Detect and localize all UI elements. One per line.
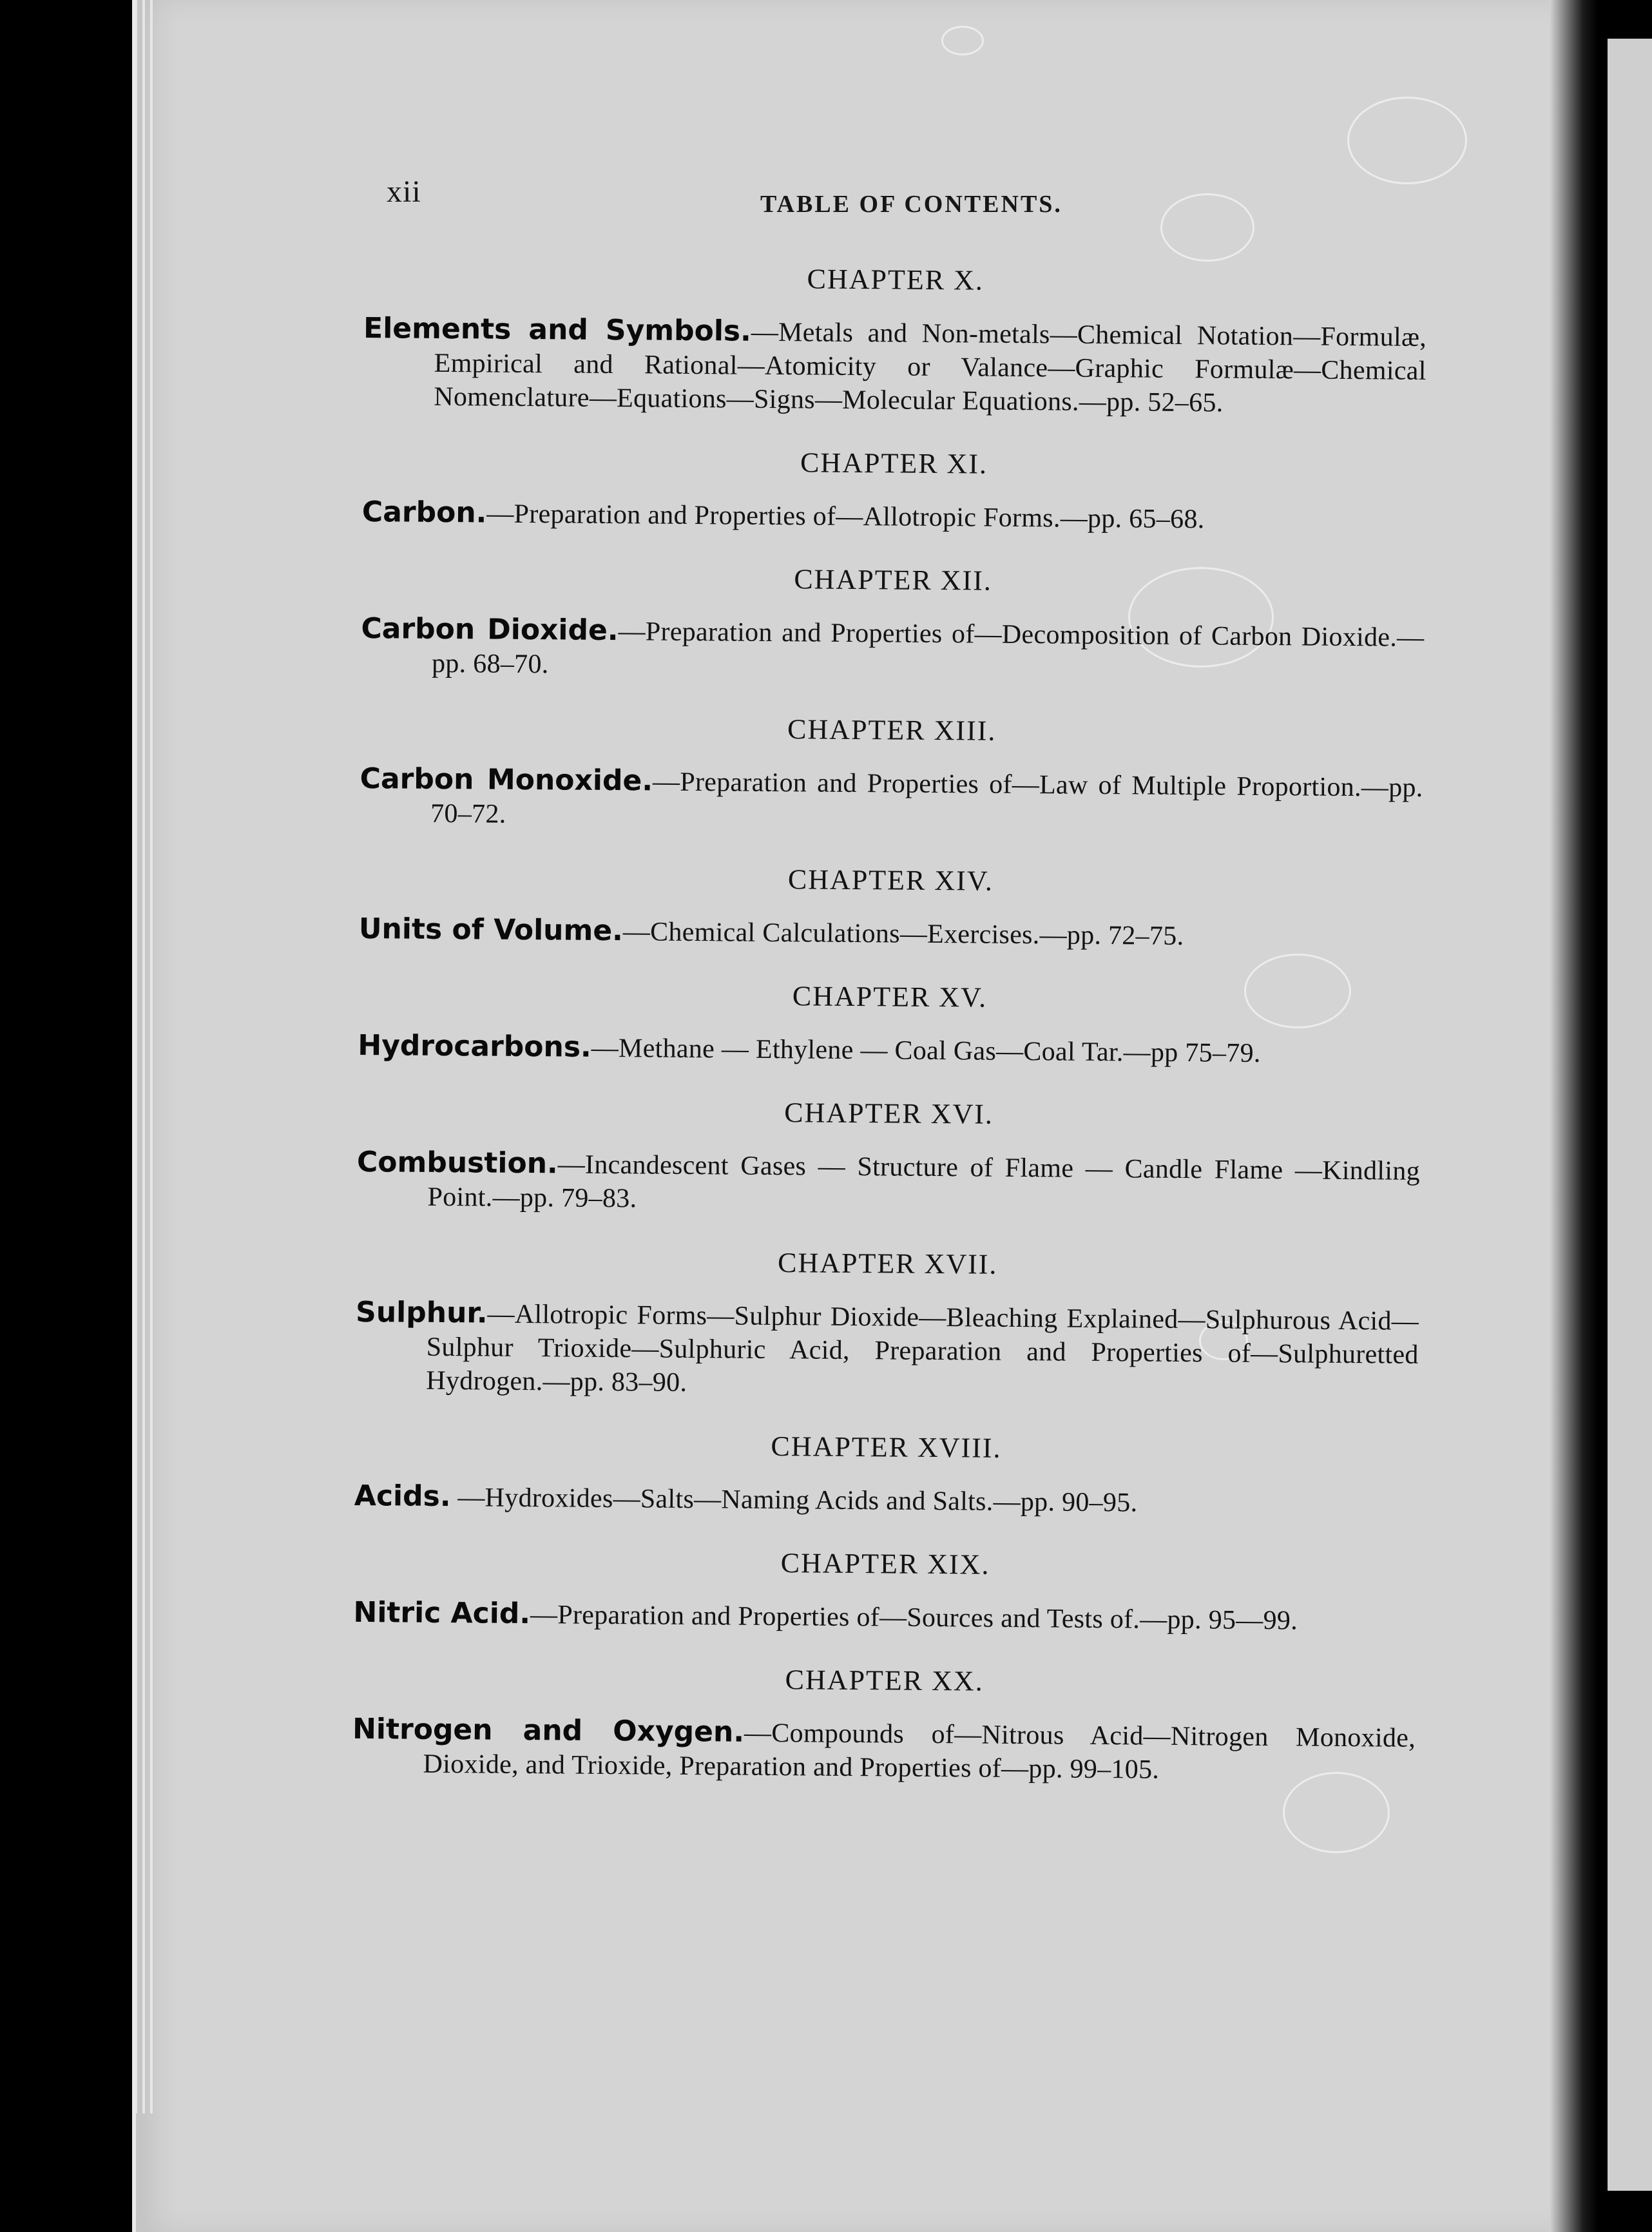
chapter-entry — [353, 1542, 1417, 1639]
chapter-summary — [361, 612, 1425, 688]
chapter-title: Nitric Acid. — [353, 1595, 531, 1631]
page-edge-line — [142, 0, 145, 2113]
chapter-summary — [363, 312, 1426, 421]
chapter-entry — [356, 1092, 1420, 1222]
chapter-summary — [359, 912, 1422, 955]
chapter-heading: CHAPTER XII. — [794, 563, 993, 597]
chapter-description: —Compounds of—Nitrous Acid—Nitrogen Monoxide, Dioxide, and Trioxide, Preparation and Properties of—pp. 99–105. — [423, 1718, 1416, 1785]
chapter-description: —Allotropic Forms—Sulphur Dioxide—Bleaching Explained—Sulphurous Acid—Sulphur Trioxide—Sulphuric Acid, Preparation and Properties of—Sulphuretted Hydrogen.—pp. 83–90. — [426, 1299, 1419, 1398]
scan-speck — [941, 26, 984, 55]
chapter-summary — [360, 762, 1423, 838]
chapter-title: Elements and Symbols. — [363, 311, 752, 348]
chapter-summary — [353, 1596, 1416, 1639]
chapter-summary — [352, 1713, 1416, 1789]
chapter-title: Nitrogen and Oxygen. — [352, 1712, 745, 1749]
chapter-summary — [355, 1296, 1419, 1405]
chapter-entry — [363, 258, 1427, 421]
chapter-summary — [356, 1146, 1420, 1222]
chapter-description: —Methane — Ethylene — Coal Gas—Coal Tar.—pp 75–79. — [591, 1033, 1261, 1068]
book-gutter-shadow — [1550, 0, 1598, 2232]
chapter-summary — [354, 1479, 1417, 1522]
page-edge-line — [135, 0, 137, 2113]
facing-page-edge — [1608, 39, 1652, 2191]
chapter-heading: CHAPTER XVI. — [784, 1097, 994, 1130]
chapter-entry — [354, 1425, 1418, 1522]
chapter-heading: CHAPTER XV. — [792, 980, 988, 1014]
chapter-heading: CHAPTER XVIII. — [771, 1430, 1002, 1464]
chapter-description: —Hydroxides—Salts—Naming Acids and Salts.—pp. 90–95. — [450, 1483, 1138, 1518]
chapter-title: Acids. — [354, 1479, 451, 1514]
page-header — [0, 174, 1652, 226]
chapter-title: Carbon Dioxide. — [361, 611, 619, 648]
page-number: xii — [387, 175, 421, 209]
chapter-entry — [358, 975, 1421, 1072]
scan-speck — [1347, 97, 1467, 184]
chapter-title: Carbon Monoxide. — [360, 762, 653, 798]
chapter-description: —Incandescent Gases — Structure of Flame — Candle Flame —Kindling Point.—pp. 79–83. — [427, 1150, 1421, 1214]
chapter-description: —Preparation and Properties of—Law of Multiple Proportion.—pp. 70–72. — [430, 767, 1423, 829]
chapter-heading: CHAPTER XX. — [785, 1664, 984, 1697]
chapter-entry — [361, 558, 1425, 688]
chapter-title: Units of Volume. — [358, 912, 624, 948]
running-title: TABLE OF CONTENTS. — [760, 191, 1062, 218]
chapter-entry — [360, 708, 1423, 838]
chapter-description: —Chemical Calculations—Exercises.—pp. 72–75. — [622, 917, 1184, 952]
chapter-summary — [358, 1029, 1421, 1072]
chapter-title: Carbon. — [361, 495, 487, 530]
chapter-heading: CHAPTER X. — [807, 263, 984, 296]
chapter-entry — [362, 441, 1426, 538]
chapter-description: —Metals and Non-metals—Chemical Notation—Formulæ, Empirical and Rational—Atomicity or Valance—Graphic Formulæ—Chemical Nomenclature—Equations—Signs—Molecular Equations.—pp. 52–65. — [434, 317, 1427, 418]
table-of-contents — [352, 258, 1427, 1817]
chapter-title: Hydrocarbons. — [358, 1028, 591, 1064]
chapter-description: —Preparation and Properties of—Sources and Tests of.—pp. 95—99. — [530, 1600, 1298, 1636]
chapter-description: —Preparation and Properties of—Allotropic Forms.—pp. 65–68. — [486, 499, 1205, 535]
chapter-heading: CHAPTER XI. — [800, 447, 988, 480]
chapter-entry — [359, 858, 1423, 955]
chapter-heading: CHAPTER XIX. — [780, 1547, 990, 1581]
chapter-description: —Preparation and Properties of—Decomposition of Carbon Dioxide.—pp. 68–70. — [431, 617, 1425, 680]
chapter-entry — [355, 1242, 1419, 1405]
chapter-heading: CHAPTER XIV. — [787, 863, 994, 897]
chapter-title: Sulphur. — [355, 1295, 488, 1330]
chapter-summary — [362, 495, 1425, 538]
page-edge-line — [150, 0, 153, 2113]
chapter-heading: CHAPTER XIII. — [787, 713, 997, 747]
chapter-title: Combustion. — [356, 1145, 558, 1180]
chapter-heading: CHAPTER XVII. — [777, 1247, 998, 1280]
chapter-entry — [352, 1659, 1416, 1789]
